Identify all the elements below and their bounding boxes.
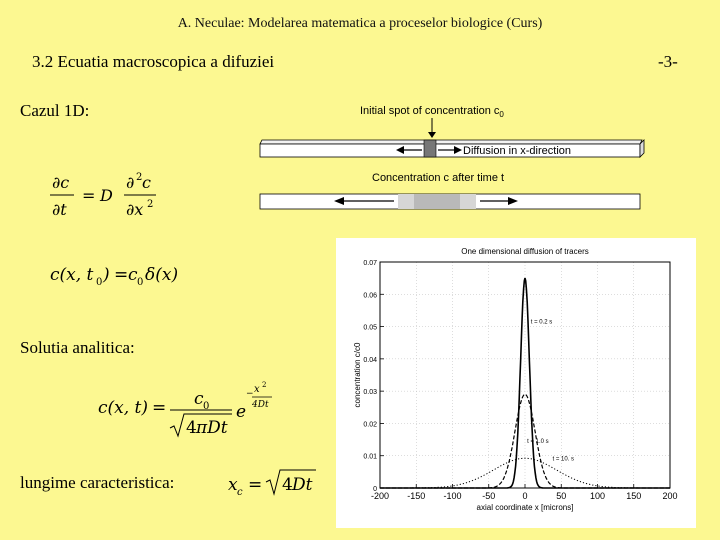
svg-text:=: = xyxy=(152,398,167,418)
initial-condition-equation xyxy=(46,258,196,290)
svg-text:4: 4 xyxy=(186,418,197,438)
characteristic-length-equation xyxy=(224,464,334,500)
svg-text:0: 0 xyxy=(203,401,210,412)
y-tick-label: 0.07 xyxy=(363,260,377,267)
svg-text:4: 4 xyxy=(282,475,293,495)
x-tick-label: 50 xyxy=(556,491,567,501)
initial-spot xyxy=(424,140,436,157)
case-label: Cazul 1D: xyxy=(20,101,90,120)
pointer-arrow-head xyxy=(428,132,436,138)
x-tick-label: -150 xyxy=(407,491,426,501)
svg-text:D: D xyxy=(100,186,113,205)
svg-text:Dt: Dt xyxy=(292,475,313,495)
svg-text:∂x: ∂x xyxy=(126,200,144,219)
analytic-solution-equation xyxy=(96,376,296,442)
svg-text:c(x, t: c(x, t xyxy=(50,265,94,285)
svg-text:δ(x): δ(x) xyxy=(145,265,179,285)
solution-label: Solutia analitica: xyxy=(20,338,135,357)
initial-spot-label: Initial spot of concentration $c_0$ xyxy=(360,105,504,119)
series-line xyxy=(380,278,670,488)
svg-text:): ) xyxy=(103,265,110,285)
diffusion-direction-label: Diffusion in x-direction xyxy=(463,145,572,157)
y-tick-label: 0 xyxy=(373,486,377,493)
svg-text:x: x xyxy=(254,384,260,395)
y-tick-label: 0.04 xyxy=(363,356,377,364)
diffusion-equation xyxy=(46,168,176,224)
diffusion-chart xyxy=(336,238,696,528)
svg-text:−: − xyxy=(246,389,254,399)
x-tick-label: -100 xyxy=(443,491,462,501)
characteristic-length-label: lungime caracteristica: xyxy=(20,473,175,492)
svg-text:2: 2 xyxy=(262,381,267,389)
page-number: -3- xyxy=(658,52,678,71)
svg-text:2: 2 xyxy=(136,172,143,183)
svg-text:c: c xyxy=(194,389,204,409)
svg-text:∂c: ∂c xyxy=(52,173,70,192)
svg-text:=: = xyxy=(248,475,263,495)
y-tick-label: 0.06 xyxy=(363,292,377,300)
svg-text:πDt: πDt xyxy=(196,418,228,438)
x-tick-label: -200 xyxy=(370,491,390,501)
y-tick-label: 0.02 xyxy=(363,421,377,429)
svg-text:c: c xyxy=(142,173,151,192)
svg-text:c: c xyxy=(128,265,138,285)
svg-text:=: = xyxy=(82,186,96,205)
svg-text:x: x xyxy=(228,475,238,495)
diffusion-diagram xyxy=(258,100,650,216)
svg-text:∂t: ∂t xyxy=(52,200,67,219)
svg-text:0: 0 xyxy=(137,277,144,288)
x-tick-label: 100 xyxy=(589,491,606,501)
svg-text:c(x, t): c(x, t) xyxy=(98,398,149,418)
x-axis-label: axial coordinate x [microns] xyxy=(476,503,574,512)
series-annotation: t = 0.2 s xyxy=(530,319,553,326)
series-line xyxy=(380,458,670,488)
chart-panel xyxy=(336,238,696,528)
svg-text:4Dt: 4Dt xyxy=(252,400,269,410)
svg-text:0: 0 xyxy=(96,277,103,288)
y-axis-label: concentration c/c0 xyxy=(353,342,362,408)
svg-text:=: = xyxy=(114,265,129,285)
x-tick-label: 0 xyxy=(522,491,528,501)
section-title: 3.2 Ecuatia macroscopica a difuziei xyxy=(32,52,275,71)
course-header: A. Neculae: Modelarea matematica a proceselor biologice (Curs) xyxy=(177,16,543,31)
chart-title: One dimensional diffusion of tracers xyxy=(461,247,589,256)
series-line xyxy=(380,394,670,488)
series-annotation: t = 10. s xyxy=(552,456,575,463)
svg-text:c: c xyxy=(237,487,243,498)
svg-text:∂: ∂ xyxy=(126,173,135,192)
x-tick-label: 200 xyxy=(662,491,678,501)
series-annotation: t = 1.0 s xyxy=(527,438,549,445)
x-tick-label: 150 xyxy=(626,491,642,501)
y-tick-label: 0.01 xyxy=(363,453,377,461)
after-time-label: Concentration c after time t xyxy=(372,172,505,184)
svg-text:2: 2 xyxy=(147,199,154,210)
y-tick-label: 0.05 xyxy=(363,324,377,332)
y-tick-label: 0.03 xyxy=(363,389,377,397)
x-tick-label: -50 xyxy=(482,491,496,501)
svg-text:e: e xyxy=(236,402,247,422)
